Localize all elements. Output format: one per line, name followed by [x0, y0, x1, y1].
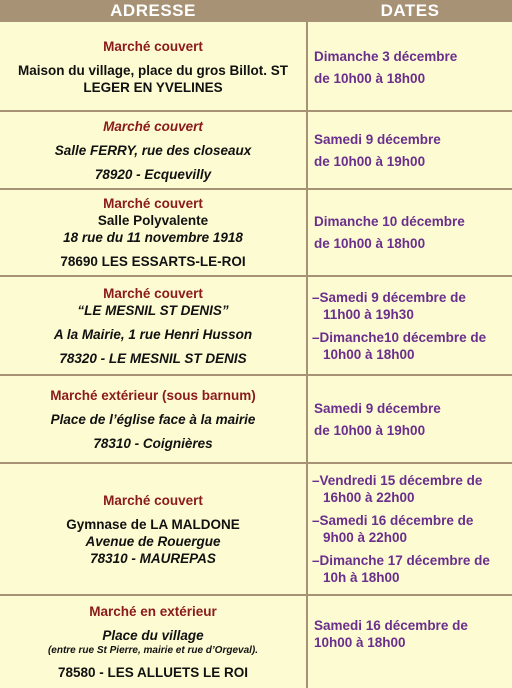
- date-day: –Dimanche 17 décembre de: [312, 553, 490, 568]
- address-line: Place de l’église face à la mairie: [50, 411, 256, 427]
- address-line: 78310 - MAUREPAS: [90, 550, 216, 566]
- address-line: Place du village: [102, 628, 204, 643]
- address-line: 18 rue du 11 novembre 1918: [63, 230, 243, 245]
- date-day: –Dimanche10 décembre de: [312, 329, 487, 345]
- date-hours: de 10h00 à 18h00: [314, 236, 426, 251]
- date-hours: 10h00 à 18h00: [314, 635, 406, 650]
- address-cell: [0, 24, 306, 110]
- dates-cell: [314, 24, 510, 110]
- dates-cell: [314, 190, 510, 275]
- address-line: A la Mairie, 1 rue Henri Husson: [53, 326, 253, 342]
- column-divider: [306, 0, 308, 688]
- market-type: Marché couvert: [103, 118, 203, 134]
- address-line: LEGER EN YVELINES: [83, 80, 223, 95]
- address-line: (entre rue St Pierre, mairie et rue d’Orgeval).: [47, 645, 259, 656]
- date-entry: [312, 329, 508, 363]
- market-type: Marché couvert: [103, 285, 203, 301]
- date-hours: 11h00 à 19h30: [323, 306, 414, 322]
- address-cell: [0, 277, 306, 374]
- date-day: Samedi 9 décembre: [314, 131, 441, 147]
- date-entry: [312, 289, 508, 323]
- market-type: Marché en extérieur: [89, 604, 217, 619]
- date-entry: [312, 512, 508, 546]
- address-line: 78310 - Coignières: [93, 435, 213, 451]
- date-hours: 16h00 à 22h00: [323, 490, 415, 505]
- date-day: Dimanche 10 décembre: [314, 214, 465, 229]
- date-entry: [312, 552, 508, 586]
- date-day: –Samedi 9 décembre de: [312, 289, 466, 305]
- address-cell: [0, 112, 306, 188]
- date-day: –Samedi 16 décembre de: [312, 513, 474, 528]
- date-day: Dimanche 3 décembre: [314, 48, 458, 64]
- address-cell: [0, 596, 306, 688]
- date-day: –Vendredi 15 décembre de: [312, 473, 483, 488]
- address-line: 78690 LES ESSARTS-LE-ROI: [60, 254, 246, 269]
- address-line: 78920 - Ecquevilly: [94, 166, 212, 182]
- date-hours: de 10h00 à 19h00: [314, 153, 426, 169]
- header-address: ADRESSE: [0, 0, 306, 22]
- address-line: Salle FERRY, rue des closeaux: [54, 142, 252, 158]
- dates-cell: [314, 112, 510, 188]
- market-type: Marché couvert: [103, 196, 203, 211]
- address-line: Gymnase de LA MALDONE: [66, 516, 240, 532]
- date-hours: de 10h00 à 18h00: [314, 70, 426, 86]
- date-entry: [312, 472, 508, 506]
- address-line: 78320 - LE MESNIL ST DENIS: [59, 350, 247, 366]
- address-cell: [0, 376, 306, 462]
- date-day: Samedi 9 décembre: [314, 400, 441, 416]
- dates-cell: [314, 376, 510, 462]
- market-type: Marché couvert: [103, 492, 203, 508]
- date-hours: 10h00 à 18h00: [323, 346, 415, 362]
- market-type: Marché extérieur (sous barnum): [50, 387, 256, 403]
- address-cell: [0, 464, 306, 594]
- address-line: Maison du village, place du gros Billot. ST: [17, 63, 289, 78]
- date-hours: 10h à 18h00: [323, 570, 400, 585]
- market-type: Marché couvert: [103, 39, 203, 54]
- dates-cell: [312, 277, 508, 374]
- address-line: “LE MESNIL ST DENIS”: [77, 302, 229, 318]
- header-dates: DATES: [308, 0, 512, 22]
- date-day: Samedi 16 décembre de: [314, 618, 468, 633]
- dates-cell: [312, 464, 508, 594]
- address-line: Salle Polyvalente: [97, 213, 209, 228]
- address-line: 78580 - LES ALLUETS LE ROI: [57, 665, 249, 680]
- date-hours: 9h00 à 22h00: [323, 530, 408, 545]
- dates-cell: [314, 596, 510, 672]
- address-line: Avenue de Rouergue: [85, 533, 221, 549]
- date-hours: de 10h00 à 19h00: [314, 422, 426, 438]
- address-cell: [0, 190, 306, 275]
